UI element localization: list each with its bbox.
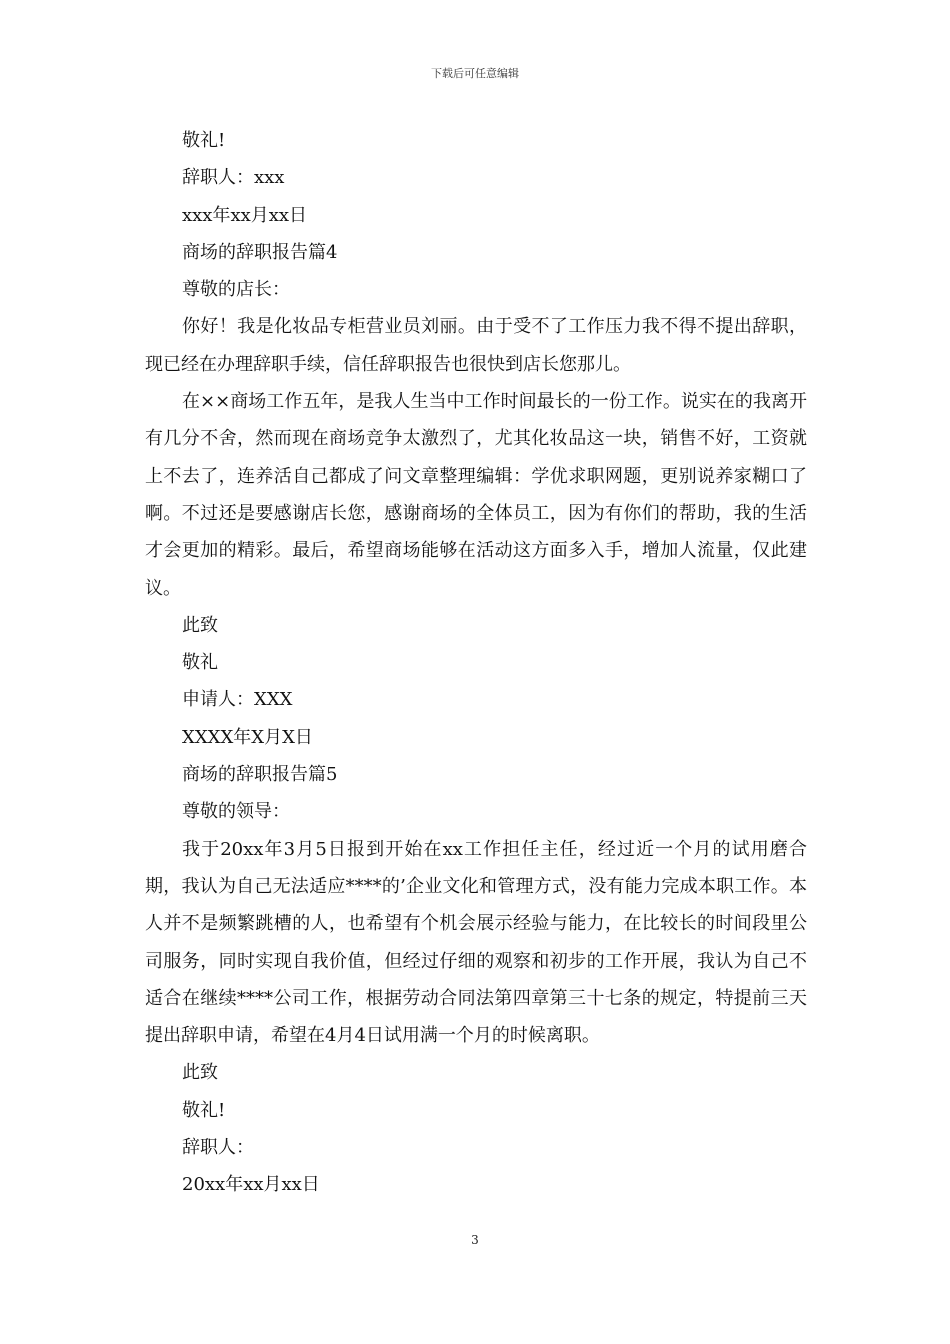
body-paragraph: 在××商场工作五年，是我人生当中工作时间最长的一份工作。说实在的我离开有几分不舍，然而现在商场竞争太激烈了，尤其化妆品这一块，销售不好，工资就上不去了，连养活自己都成了问文章整理编辑：学优求职网题，更别说养家糊口了啊。不过还是要感谢店长您，感谢商场的全体员工，因为有你们的帮助，我的生活才会更加的精彩。最后，希望商场能够在活动这方面多入手，增加人流量，仅此建议。 bbox=[145, 391, 807, 599]
greeting: 尊敬的领导： bbox=[182, 801, 290, 823]
document-body bbox=[145, 122, 807, 1204]
closing-salutation: 敬礼! bbox=[182, 130, 226, 151]
signature-line: 辞职人：xxx bbox=[182, 167, 285, 189]
closing-salutation: 敬礼 bbox=[182, 652, 218, 674]
page-header: 下载后可任意编辑 bbox=[431, 67, 519, 80]
section-title: 商场的辞职报告篇5 bbox=[182, 764, 338, 786]
signature-line: 申请人：XXX bbox=[182, 689, 293, 711]
date-line: 20xx年xx月xx日 bbox=[182, 1174, 320, 1196]
date-line: XXXX年X月X日 bbox=[182, 726, 313, 748]
closing-line: 此致 bbox=[182, 614, 218, 636]
closing-line: 此致 bbox=[182, 1062, 218, 1084]
body-paragraph: 你好！我是化妆品专柜营业员刘丽。由于受不了工作压力我不得不提出辞职，现已经在办理辞职手续，信任辞职报告也很快到店长您那儿。 bbox=[145, 316, 807, 375]
page-number: 3 bbox=[471, 1233, 479, 1247]
greeting: 尊敬的店长： bbox=[182, 279, 290, 301]
closing-salutation: 敬礼! bbox=[182, 1099, 226, 1121]
section-title: 商场的辞职报告篇4 bbox=[182, 241, 338, 263]
body-paragraph: 我于20xx年3月5日报到开始在xx工作担任主任，经过近一个月的试用磨合期，我认为自己无法适应****的’企业文化和管理方式，没有能力完成本职工作。本人并不是频繁跳槽的人，也希望有个机会展示经验与能力，在比较长的时间段里公司服务，同时实现自我价值，但经过仔细的观察和初步的工作开展，我认为自己不适合在继续****公司工作，根据劳动合同法第四章第三十七条的规定，特提前三天提出辞职申请，希望在4月4日试用满一个月的时候离职。 bbox=[145, 838, 807, 1047]
signature-line: 辞职人： bbox=[182, 1137, 254, 1159]
date-line: xxx年xx月xx日 bbox=[182, 204, 308, 226]
